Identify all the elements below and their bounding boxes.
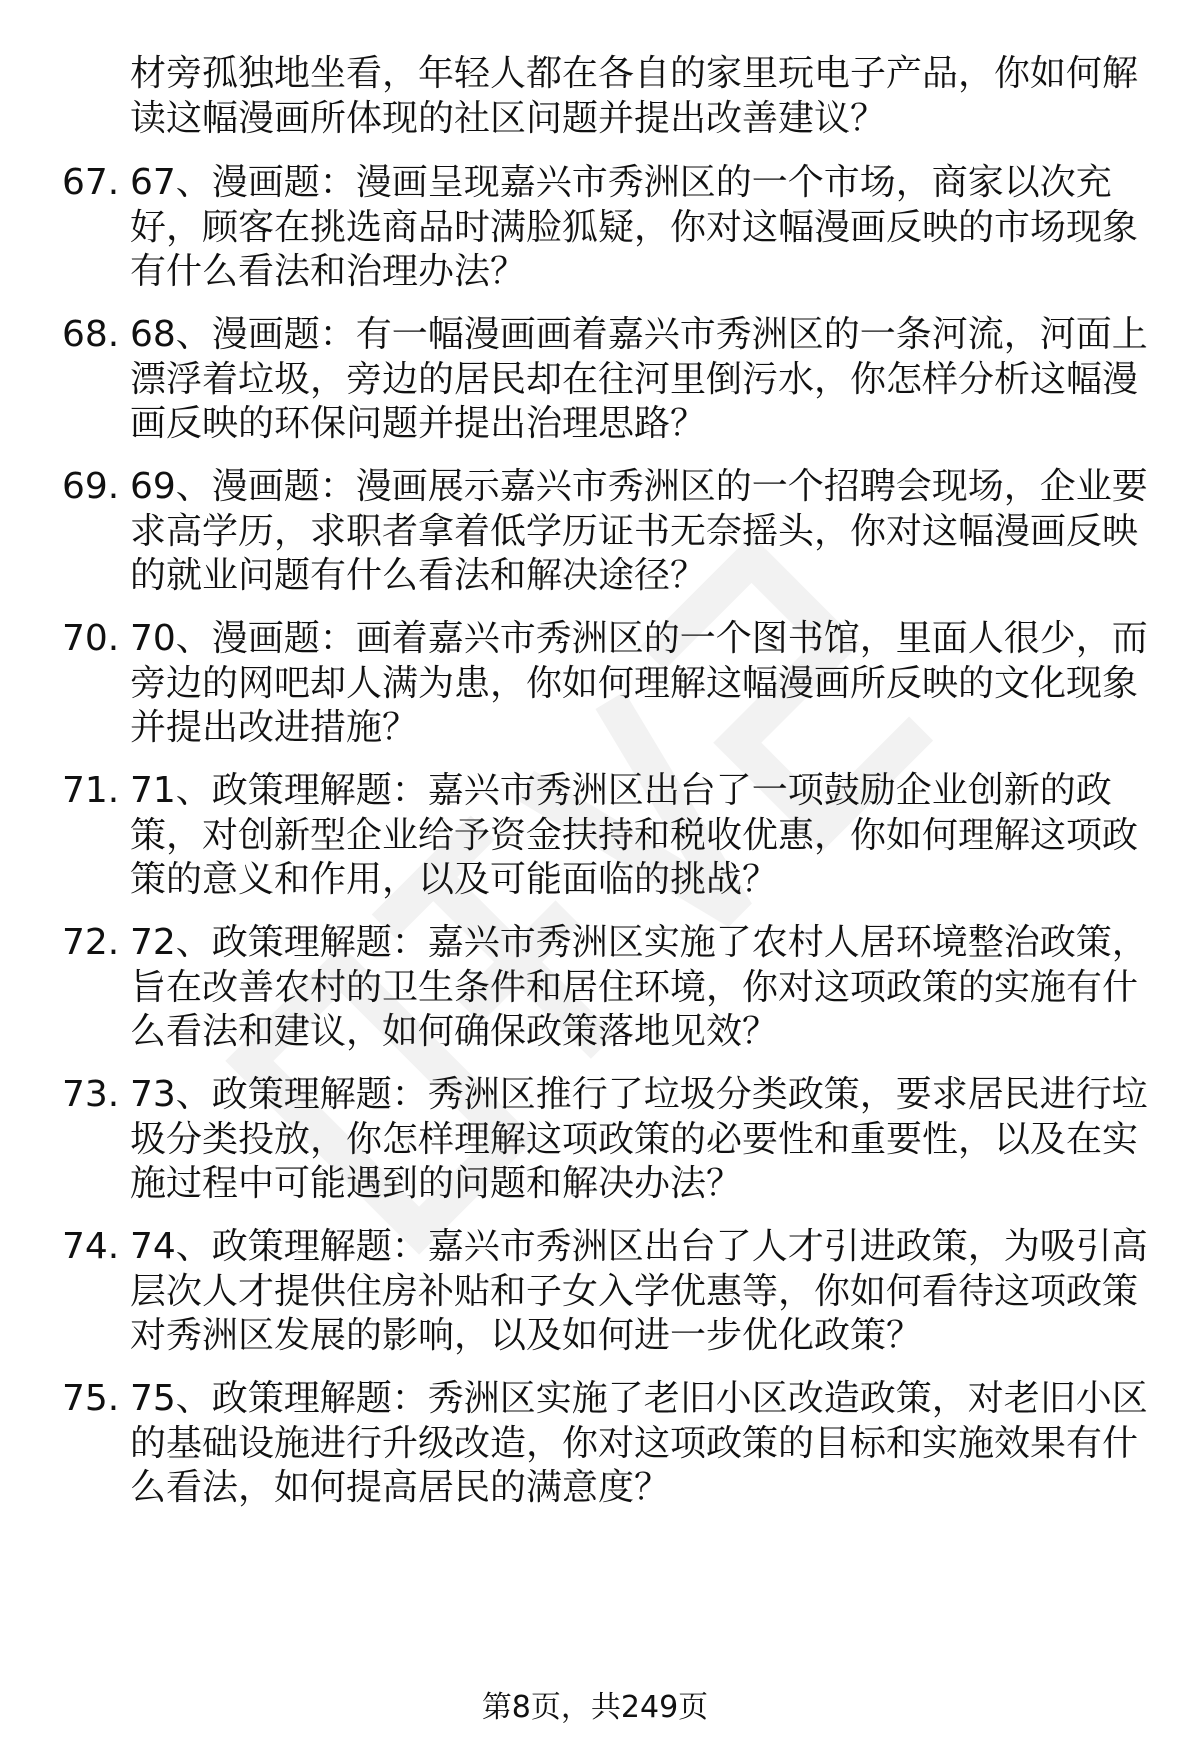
question-number: 74. [62,1226,120,1267]
question-item [62,617,1150,751]
question-number: 71. [62,770,120,811]
continued-question-text: 材旁孤独地坐看，年轻人都在各自的家里玩电子产品，你如何解读这幅漫画所体现的社区问题并提出改善建议？ [130,53,1139,139]
question-text: 75、政策理解题：秀洲区实施了老旧小区改造政策，对老旧小区的基础设施进行升级改造，你对这项政策的目标和实施效果有什么看法，如何提高居民的满意度？ [130,1378,1148,1508]
question-item [62,1377,1150,1511]
question-text: 71、政策理解题：嘉兴市秀洲区出台了一项鼓励企业创新的政策，对创新型企业给予资金扶持和税收优惠，你如何理解这项政策的意义和作用，以及可能面临的挑战？ [130,770,1139,900]
question-number: 70. [62,618,120,659]
question-item [62,465,1150,599]
question-number: 68. [62,314,120,355]
question-text: 72、政策理解题：嘉兴市秀洲区实施了农村人居环境整治政策，旨在改善农村的卫生条件和居住环境，你对这项政策的实施有什么看法和建议，如何确保政策落地见效？ [130,922,1148,1052]
question-text: 74、政策理解题：嘉兴市秀洲区出台了人才引进政策，为吸引高层次人才提供住房补贴和子女入学优惠等，你如何看待这项政策对秀洲区发展的影响，以及如何进一步优化政策？ [130,1226,1148,1356]
question-item [62,1225,1150,1359]
question-text: 68、漫画题：有一幅漫画画着嘉兴市秀洲区的一条河流，河面上漂浮着垃圾，旁边的居民却在往河里倒污水，你怎样分析这幅漫画反映的环保问题并提出治理思路？ [130,314,1148,444]
question-text: 70、漫画题：画着嘉兴市秀洲区的一个图书馆，里面人很少，而旁边的网吧却人满为患，你如何理解这幅漫画所反映的文化现象并提出改进措施？ [130,618,1148,748]
question-number: 75. [62,1378,120,1419]
question-number: 67. [62,162,120,203]
question-number: 73. [62,1074,120,1115]
page-footer: 第8页，共249页 [481,1690,709,1725]
question-item [62,1073,1150,1207]
question-number: 69. [62,466,120,507]
question-item [62,769,1150,903]
question-item [62,161,1150,295]
question-text: 67、漫画题：漫画呈现嘉兴市秀洲区的一个市场，商家以次充好，顾客在挑选商品时满脸狐疑，你对这幅漫画反映的市场现象有什么看法和治理办法？ [130,162,1139,292]
question-number: 72. [62,922,120,963]
question-text: 69、漫画题：漫画展示嘉兴市秀洲区的一个招聘会现场，企业要求高学历，求职者拿着低学历证书无奈摇头，你对这幅漫画反映的就业问题有什么看法和解决途径？ [130,466,1148,596]
question-text: 73、政策理解题：秀洲区推行了垃圾分类政策，要求居民进行垃圾分类投放，你怎样理解这项政策的必要性和重要性，以及在实施过程中可能遇到的问题和解决办法？ [130,1074,1148,1204]
question-item [62,313,1150,447]
question-item [62,921,1150,1055]
